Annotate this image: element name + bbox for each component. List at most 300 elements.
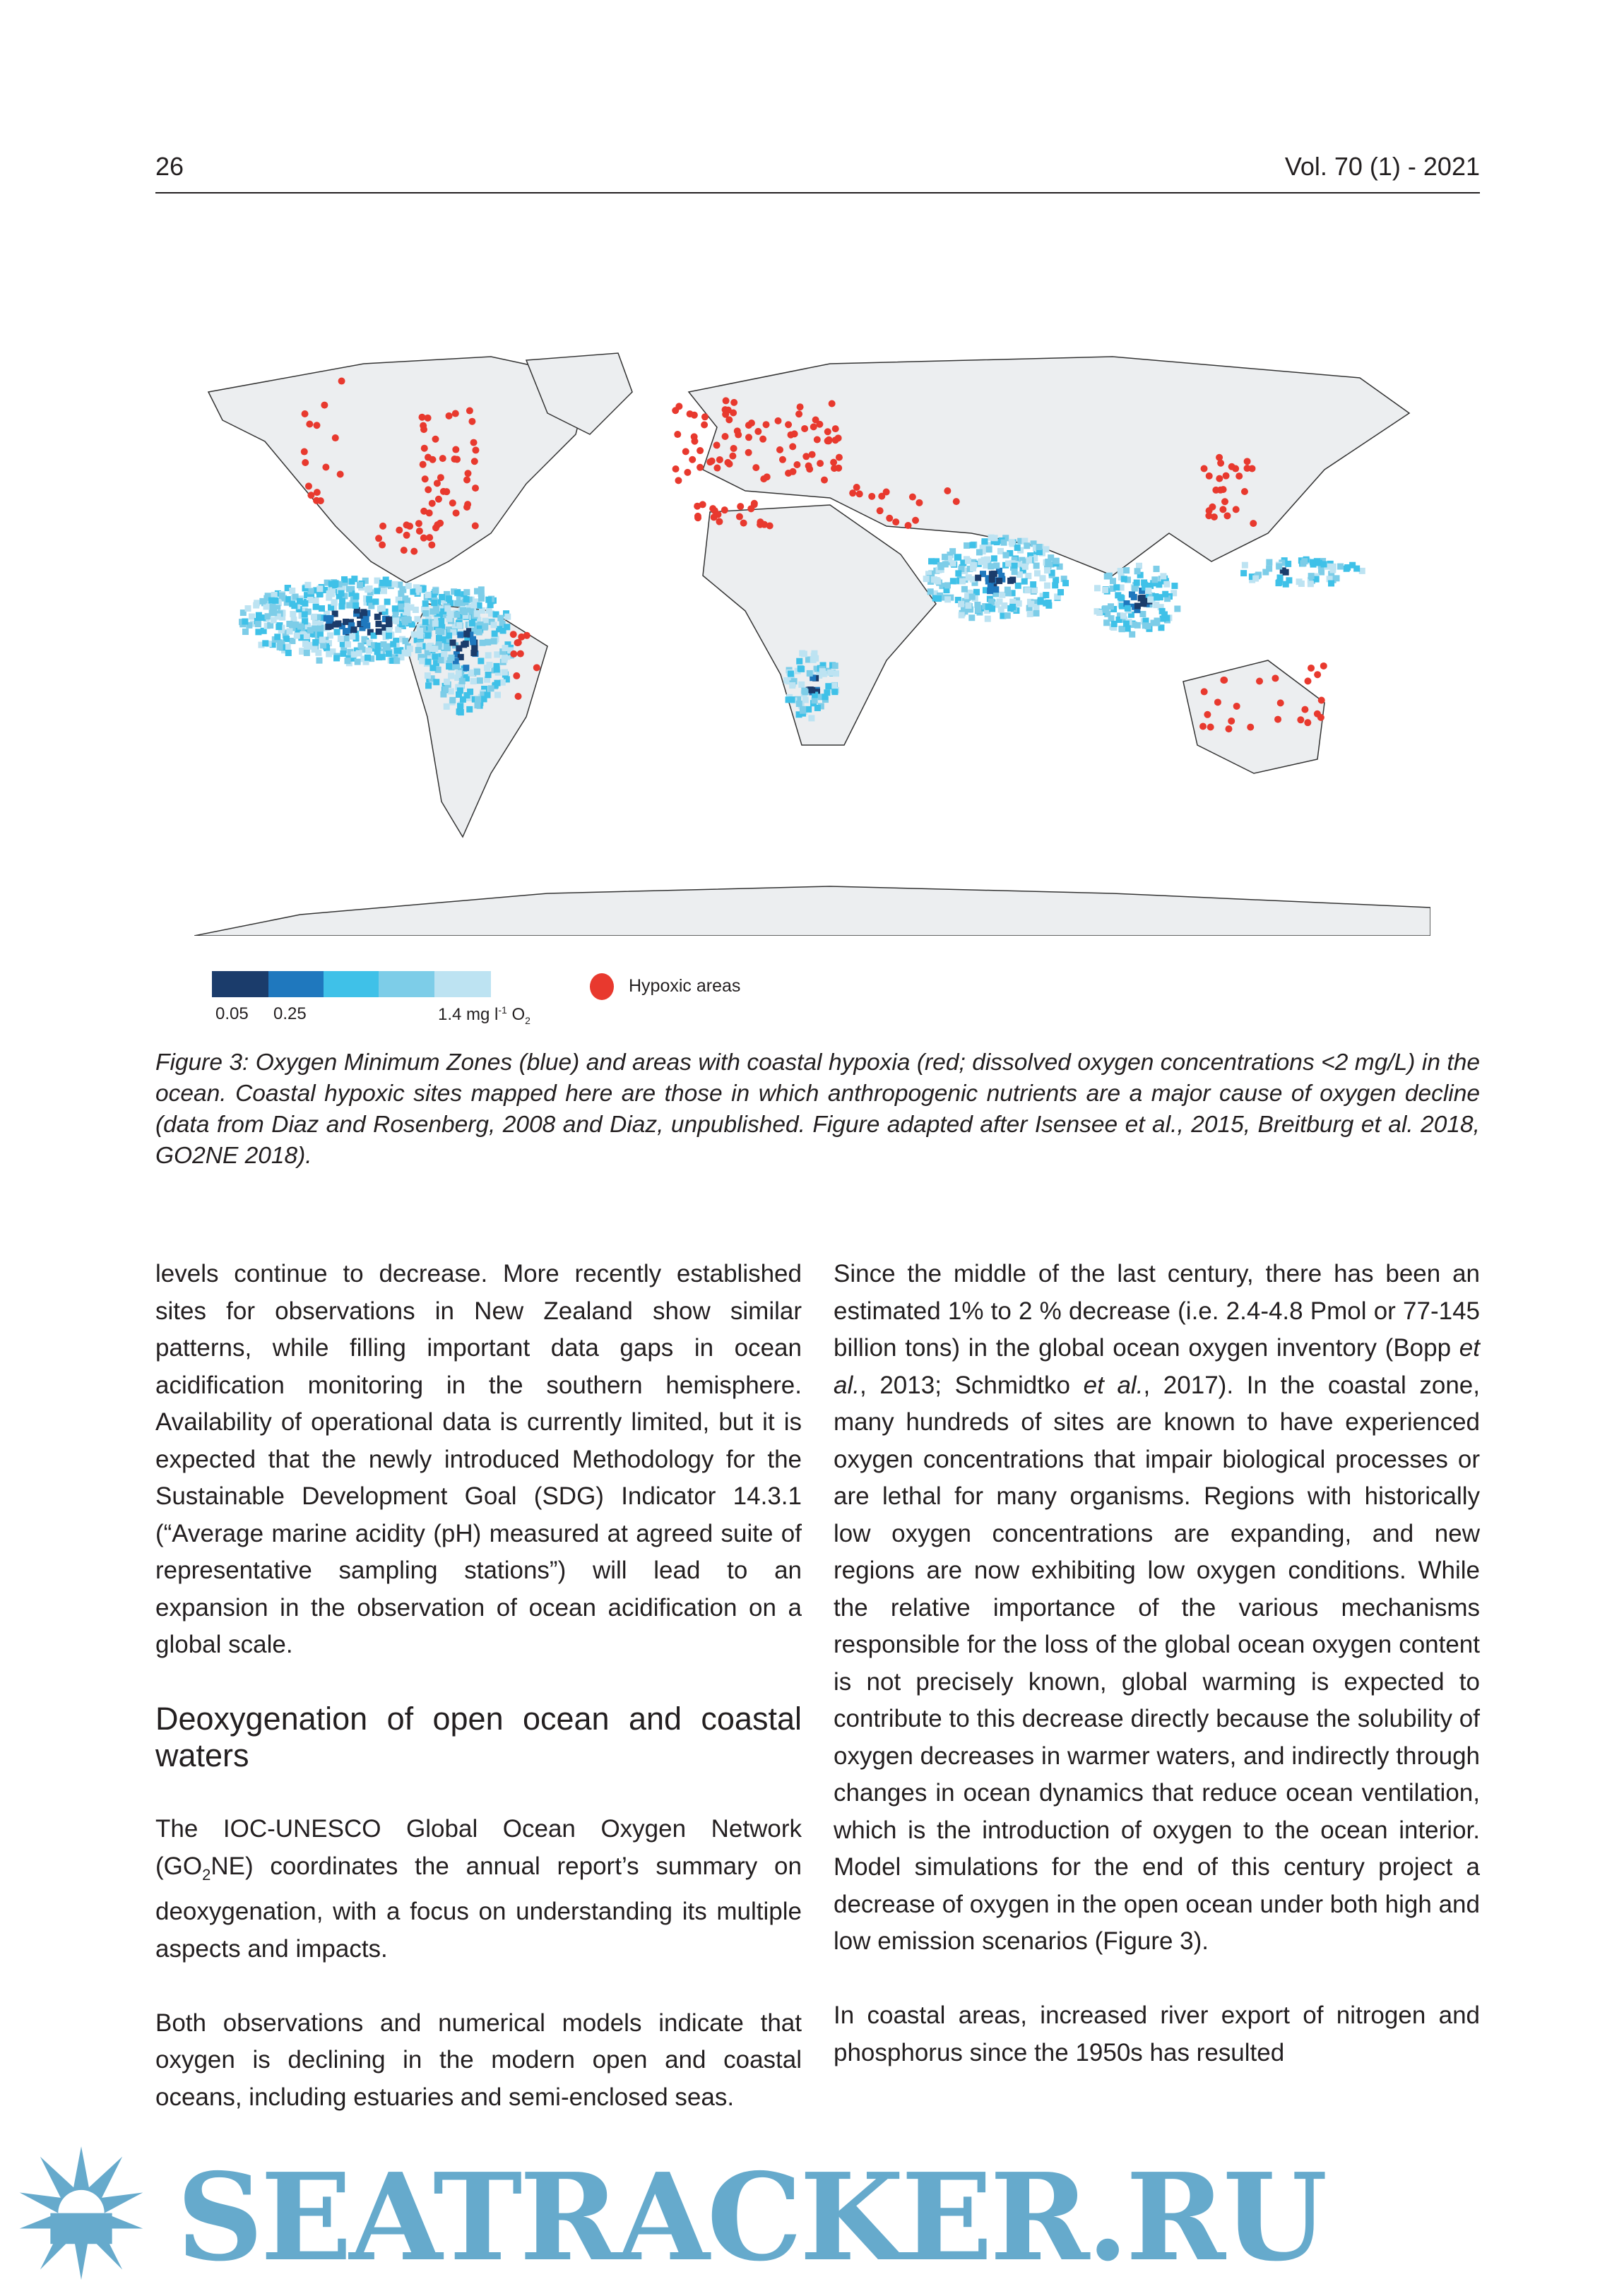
legend-unit-o: O <box>506 1005 526 1024</box>
hypoxic-site <box>722 406 729 413</box>
hypoxic-site <box>832 425 839 432</box>
omz-cell <box>1276 580 1282 586</box>
omz-cell <box>504 614 511 620</box>
hypoxic-site <box>466 408 473 415</box>
omz-cell <box>986 546 992 552</box>
omz-cell <box>463 631 470 637</box>
omz-cell <box>475 696 481 703</box>
omz-cell <box>1002 552 1009 559</box>
omz-cell <box>1007 578 1014 584</box>
omz-cell <box>1009 539 1015 545</box>
omz-cell <box>474 702 480 708</box>
hypoxic-site <box>1204 711 1211 718</box>
omz-cell <box>1024 587 1031 593</box>
omz-cell <box>802 697 809 703</box>
omz-cell <box>470 678 477 684</box>
hypoxic-site <box>752 464 759 471</box>
omz-cell <box>961 586 968 593</box>
omz-cell <box>484 692 490 698</box>
omz-cell <box>439 594 445 600</box>
hypoxic-site <box>789 443 796 450</box>
omz-cell <box>497 615 504 621</box>
hypoxic-site <box>721 506 728 513</box>
omz-cell <box>944 582 951 588</box>
legend-swatch-1 <box>212 971 268 997</box>
omz-cell <box>502 657 508 663</box>
hypoxic-site <box>403 532 410 539</box>
omz-cell <box>379 605 386 612</box>
omz-cell <box>1140 600 1146 607</box>
omz-cell <box>285 650 292 656</box>
omz-cell <box>789 682 795 689</box>
omz-cell <box>1121 576 1127 582</box>
legend-label-mid: 0.25 <box>273 1004 307 1023</box>
omz-cell <box>375 621 381 627</box>
hypoxic-site <box>764 473 771 480</box>
hypoxic-site <box>305 482 312 489</box>
hypoxic-site <box>821 477 828 484</box>
omz-cell <box>432 620 439 626</box>
omz-cell <box>1242 562 1248 569</box>
omz-cell <box>294 633 300 639</box>
hypoxic-site <box>1223 472 1230 480</box>
omz-cell <box>1015 583 1021 589</box>
hypoxic-site <box>322 464 329 471</box>
paragraph <box>834 1256 1480 1961</box>
omz-cell <box>964 542 970 549</box>
omz-cell <box>449 697 456 703</box>
hypoxic-site <box>1244 458 1251 465</box>
omz-cell <box>355 659 361 665</box>
omz-cell <box>1057 589 1064 595</box>
omz-cell <box>393 617 399 624</box>
omz-cell <box>433 679 439 685</box>
left-column <box>155 1256 802 2153</box>
omz-cell <box>316 585 323 592</box>
omz-cell <box>1296 578 1303 585</box>
hypoxic-site <box>453 509 460 516</box>
omz-cell <box>432 646 438 652</box>
omz-cell <box>245 605 251 612</box>
omz-cell <box>1028 601 1034 607</box>
omz-cell <box>271 592 278 598</box>
hypoxic-site <box>793 461 800 468</box>
paragraph <box>155 1811 802 1968</box>
omz-cell <box>471 646 478 652</box>
hypoxic-site <box>510 631 517 638</box>
omz-cell <box>422 619 429 626</box>
hypoxic-site <box>713 441 721 448</box>
omz-cell <box>253 602 259 609</box>
omz-cell <box>258 614 264 621</box>
omz-cell <box>438 657 444 663</box>
omz-cell <box>463 596 470 602</box>
right-column <box>834 1256 1480 2109</box>
hypoxic-site <box>737 503 744 510</box>
omz-cell <box>271 609 277 616</box>
omz-cell <box>1141 579 1147 585</box>
hypoxic-site <box>759 436 766 443</box>
hypoxic-site <box>452 446 459 453</box>
omz-cell <box>1163 581 1170 588</box>
omz-cell <box>480 640 486 646</box>
omz-cell <box>242 619 248 625</box>
omz-cell <box>259 598 266 605</box>
hypoxic-site <box>434 480 441 487</box>
omz-cell <box>304 650 310 656</box>
hypoxic-site <box>776 446 783 453</box>
hypoxic-site <box>763 421 770 428</box>
hypoxic-site <box>510 650 517 658</box>
hypoxic-site <box>868 493 875 500</box>
hypoxic-site <box>463 476 470 483</box>
omz-cell <box>809 687 815 694</box>
omz-cell <box>449 655 455 661</box>
omz-cell <box>463 665 469 671</box>
hypoxic-site <box>1272 674 1279 682</box>
omz-cell <box>461 609 468 615</box>
omz-cell <box>1031 587 1038 593</box>
hypoxic-site <box>1207 723 1214 730</box>
omz-cell <box>1134 580 1140 586</box>
omz-cell <box>346 602 352 609</box>
hypoxic-site <box>856 490 863 497</box>
hypoxic-site <box>439 455 446 462</box>
hypoxic-site <box>306 421 313 428</box>
hypoxic-site <box>716 518 723 525</box>
hypoxic-site <box>835 465 842 472</box>
omz-cell <box>269 604 275 610</box>
omz-cell <box>935 578 941 585</box>
hypoxic-site <box>1228 463 1235 470</box>
omz-cell <box>456 622 463 629</box>
hypoxic-site <box>1233 703 1240 710</box>
hypoxic-site <box>337 471 344 478</box>
omz-cell <box>1014 545 1021 551</box>
omz-cell <box>981 538 988 545</box>
hypoxic-site <box>533 664 540 671</box>
omz-cell <box>486 662 492 668</box>
omz-cell <box>463 692 470 698</box>
legend-unit-sup: -1 <box>498 1004 507 1016</box>
omz-cell <box>1160 573 1166 579</box>
omz-cell <box>832 662 838 669</box>
omz-cell <box>457 632 463 638</box>
hypoxic-site <box>684 469 691 476</box>
hypoxic-site <box>829 400 836 407</box>
hypoxic-site <box>886 515 893 522</box>
omz-cell <box>1106 573 1113 579</box>
omz-cell <box>328 581 335 587</box>
omz-cell <box>456 708 463 715</box>
omz-cell <box>454 590 461 596</box>
omz-cell <box>1102 605 1108 612</box>
omz-cell <box>316 658 323 664</box>
text: NE) coordinates the annual report’s summary on deoxygenation, with a focus on understanding its multiple aspects and impacts. <box>155 1852 802 1963</box>
omz-cell <box>414 616 420 622</box>
hypoxic-site <box>302 459 309 466</box>
omz-cell <box>415 586 422 593</box>
hypoxic-site <box>736 513 743 521</box>
hypoxic-site <box>1201 465 1208 472</box>
omz-cell <box>955 570 961 576</box>
hypoxic-site <box>745 449 752 456</box>
omz-cell <box>1052 582 1058 588</box>
omz-cell <box>431 600 437 606</box>
hypoxic-site <box>853 484 860 491</box>
omz-cell <box>357 582 363 588</box>
omz-cell <box>1044 583 1050 589</box>
omz-cell <box>407 646 413 652</box>
hypoxic-site <box>795 410 802 417</box>
hypoxic-site <box>701 421 708 428</box>
omz-cell <box>429 665 436 671</box>
hypoxic-site <box>471 458 478 465</box>
legend-unit: 1.4 mg l <box>438 1005 499 1024</box>
hypoxic-site <box>420 461 427 468</box>
omz-cell <box>485 672 492 678</box>
hypoxic-site <box>401 547 408 554</box>
omz-cell <box>1262 569 1269 576</box>
omz-cell <box>444 703 450 710</box>
omz-cell <box>1125 605 1131 612</box>
omz-cell <box>319 636 326 643</box>
hypoxic-site <box>706 458 713 465</box>
hypoxic-site <box>1301 706 1308 713</box>
omz-cell <box>328 590 335 597</box>
hypoxic-site <box>797 403 804 410</box>
omz-cell <box>461 641 467 648</box>
omz-cell <box>1009 604 1016 610</box>
hypoxic-site <box>432 524 439 531</box>
omz-cell <box>356 650 362 656</box>
hypoxic-site <box>944 487 951 494</box>
hypoxic-site <box>449 499 456 506</box>
omz-cell <box>364 586 371 593</box>
omz-cell <box>485 652 492 658</box>
omz-cell <box>968 614 975 621</box>
omz-cell <box>425 659 432 665</box>
omz-cell <box>275 624 282 630</box>
omz-cell <box>814 705 821 711</box>
omz-cell <box>466 706 473 713</box>
omz-cell <box>1005 590 1012 596</box>
omz-cell <box>1134 568 1141 574</box>
omz-cell <box>306 642 312 648</box>
hypoxic-site <box>515 639 522 646</box>
omz-cell <box>379 580 386 586</box>
hypoxic-site <box>801 425 808 432</box>
paragraph: In coastal areas, increased river export of nitrogen and phosphorus since the 1950s has resulted <box>834 2001 1480 2066</box>
omz-cell <box>402 638 408 644</box>
omz-cell <box>456 670 462 677</box>
legend-swatch-2 <box>268 971 324 997</box>
hypoxic-site <box>912 517 919 524</box>
omz-cell <box>477 677 483 684</box>
omz-cell <box>991 555 997 561</box>
omz-cell <box>457 687 463 694</box>
omz-cell <box>279 593 285 599</box>
omz-cell <box>255 629 261 635</box>
omz-cell <box>927 588 934 595</box>
omz-cell <box>1132 585 1138 592</box>
omz-cell <box>801 650 807 657</box>
omz-cell <box>410 588 416 595</box>
omz-cell <box>364 655 371 661</box>
omz-cell <box>1034 570 1041 576</box>
australia <box>1183 660 1324 773</box>
omz-cell <box>381 641 387 648</box>
hypoxic-site <box>454 456 461 463</box>
omz-cell <box>340 650 346 657</box>
omz-cell <box>470 638 476 645</box>
watermark-text: SEATRACKER.RU <box>177 2147 1325 2288</box>
omz-cell <box>273 597 279 604</box>
omz-cell <box>351 576 357 582</box>
hypoxic-site <box>1320 662 1327 670</box>
omz-cell <box>432 588 439 594</box>
omz-cell <box>326 651 332 658</box>
omz-cell <box>944 596 951 602</box>
hypoxic-site <box>729 453 736 460</box>
omz-cell <box>351 626 357 633</box>
omz-cell <box>376 629 382 635</box>
omz-cell <box>989 571 995 577</box>
hypoxic-site <box>470 439 478 446</box>
omz-cell <box>297 624 304 630</box>
hypoxic-site <box>748 420 755 427</box>
omz-cell <box>448 688 454 694</box>
hypoxic-site <box>403 521 410 528</box>
omz-cell <box>338 590 345 597</box>
text: , 2017). In the coastal zone, many hundreds of sites are known to have experienced oxygen concentrations that impair biological processes or are lethal for many organisms. Regions with historically low oxygen concentrations are expanding, and new regions are now exhibiting low oxygen conditions. While the relative importance of the various mechanisms responsible for the loss of the global ocean oxygen content is not precisely known, global warming is expected to contribute to this decrease directly because the solubility of oxygen decreases in warmer waters, and indirectly through changes in ocean dynamics that reduce ocean ventilation, which is the introduction of oxygen to the ocean interior. Model simulations for the end of this century project a decrease of oxygen in the open ocean under both high and low emission scenarios (Figure 3). <box>834 1371 1480 1955</box>
omz-cell <box>958 601 964 607</box>
omz-cell <box>1301 558 1308 564</box>
omz-cell <box>996 578 1002 584</box>
hypoxic-site <box>1216 475 1223 482</box>
omz-cell <box>411 631 417 638</box>
omz-cell <box>494 691 501 698</box>
omz-cell <box>1044 567 1050 573</box>
hypoxic-site <box>1201 688 1208 695</box>
omz-cell <box>1154 619 1160 626</box>
hypoxic-site <box>751 500 758 507</box>
omz-cell <box>1123 621 1130 627</box>
hypoxic-site <box>825 436 832 444</box>
omz-cell <box>1276 564 1282 570</box>
omz-cell <box>1308 581 1314 587</box>
hypoxic-site <box>734 427 741 434</box>
omz-cell <box>1171 583 1178 589</box>
hypoxic-label: Hypoxic areas <box>629 976 741 996</box>
omz-cell <box>422 600 429 607</box>
omz-cell <box>393 658 400 664</box>
omz-cell <box>287 628 293 634</box>
omz-cell <box>978 559 984 565</box>
hypoxic-site <box>785 421 792 428</box>
omz-cell <box>950 578 956 584</box>
omz-cell <box>444 679 450 685</box>
omz-cell <box>346 586 352 593</box>
omz-cell <box>474 669 480 675</box>
hypoxic-site <box>725 416 733 423</box>
omz-cell <box>831 689 838 695</box>
omz-cell <box>805 706 812 713</box>
omz-cell <box>1147 596 1154 602</box>
omz-cell <box>1283 581 1289 588</box>
hypoxic-site <box>697 447 704 454</box>
omz-cell <box>352 602 359 609</box>
figure-caption: Figure 3: Oxygen Minimum Zones (blue) and areas with coastal hypoxia (red; dissolved oxygen concentrations <2 mg/L) in the ocean. Coastal hypoxic sites mapped here are those in which anthropogenic nutrients are a major cause of oxygen decline (data from Diaz and Rosenberg, 2008 and Diaz, unpublished. Figure adapted after Isensee et al., 2015, Breitburg et al. 2018, GO2NE 2018). <box>155 1049 1480 1169</box>
omz-cell <box>971 562 977 569</box>
omz-cell <box>966 574 972 581</box>
hypoxic-site <box>824 428 831 435</box>
omz-cell <box>470 602 477 608</box>
omz-cell <box>360 609 367 615</box>
omz-cell <box>333 655 340 661</box>
hypoxic-site <box>1247 724 1254 731</box>
hypoxic-site <box>307 492 314 499</box>
omz-cell <box>361 620 367 626</box>
hypoxic-site <box>1318 696 1325 703</box>
hypoxic-site <box>730 410 737 417</box>
hypoxic-site <box>1217 487 1224 494</box>
hypoxic-site <box>1199 723 1207 730</box>
world-map-figure <box>194 350 1430 936</box>
hypoxic-site <box>816 421 823 428</box>
omz-cell <box>432 653 438 660</box>
hypoxic-site <box>722 433 729 440</box>
omz-cell <box>987 588 993 594</box>
text: et al. <box>1083 1371 1144 1399</box>
hypoxic-site <box>724 459 731 466</box>
omz-cell <box>374 588 380 594</box>
omz-cell <box>488 685 494 691</box>
hypoxic-site <box>302 410 309 417</box>
omz-cell <box>375 643 381 649</box>
page-number: 26 <box>155 152 184 181</box>
omz-cell <box>1016 600 1022 607</box>
omz-cell <box>338 636 344 642</box>
omz-cell <box>446 663 452 670</box>
omz-cell <box>319 605 325 612</box>
omz-cell <box>290 611 296 617</box>
hypoxic-site <box>830 459 837 466</box>
omz-cell <box>988 535 995 541</box>
omz-cell <box>398 603 404 609</box>
hypoxic-site <box>953 498 960 505</box>
hypoxic-site <box>1304 719 1311 726</box>
hypoxic-site <box>1314 671 1321 678</box>
hypoxic-site <box>338 378 345 385</box>
omz-cell <box>289 588 295 594</box>
omz-cell <box>494 666 500 672</box>
hypoxic-site <box>694 513 701 520</box>
omz-cell <box>482 623 488 629</box>
hypoxic-site <box>775 417 782 424</box>
hypoxic-site <box>791 430 798 437</box>
hypoxic-site <box>672 407 679 414</box>
omz-cell <box>949 548 956 554</box>
omz-cell <box>353 593 360 600</box>
omz-cell <box>436 635 442 641</box>
omz-cell <box>1337 564 1344 570</box>
omz-cell <box>788 671 794 677</box>
omz-cell <box>950 560 956 566</box>
omz-cell <box>938 564 944 570</box>
omz-cell <box>392 605 398 612</box>
text: The IOC-UNESCO Global Ocean Oxygen Network (GO <box>155 1815 802 1880</box>
